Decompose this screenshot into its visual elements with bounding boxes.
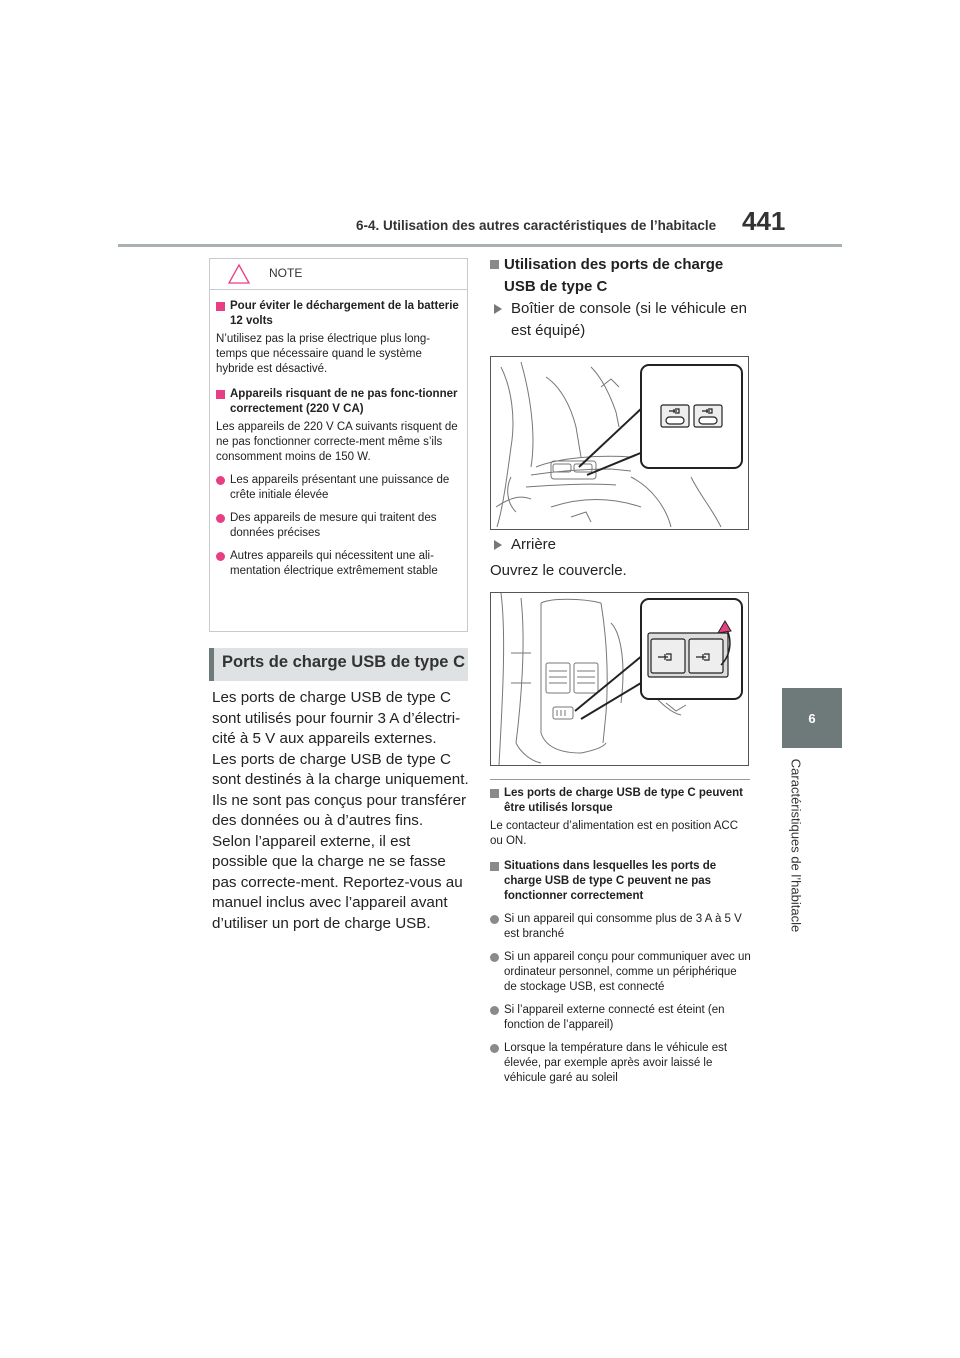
console-usb-drawing (491, 357, 748, 529)
chapter-tab-label (782, 752, 810, 942)
list-item: Des appareils de mesure qui traitent des données précises (216, 511, 461, 541)
list-item: Si l’appareil externe connecté est éteint (en fonction de l’appareil) (490, 1003, 752, 1033)
running-header-title: 6-4. Utilisation des autres caractéristiques de l’habitacle (356, 218, 717, 233)
rear-usb-drawing (491, 593, 748, 765)
rear-instruction: Ouvrez le couvercle. (490, 562, 627, 579)
section-body (212, 688, 470, 934)
section-heading: Ports de charge USB de type C (209, 648, 468, 681)
warning-triangle-icon (227, 263, 251, 285)
square-bullet-icon (216, 302, 225, 311)
chapter-title: Caractéristiques de l’habitacle (788, 758, 804, 933)
triangle-bullet-icon (494, 540, 502, 550)
divider (490, 779, 750, 780)
list-item: Autres appareils qui nécessitent une ali-mentation électrique extrêmement stable (216, 549, 461, 579)
square-bullet-icon (216, 390, 225, 399)
note-section-heading: Pour éviter le déchargement de la batterie 12 volts (216, 299, 461, 329)
console-usb-illustration (490, 356, 749, 530)
note-section-text: Les appareils de 220 V CA suivants risquent de ne pas fonctionner correcte-ment même s’ils consomment moins de 150 W. (216, 421, 458, 463)
console-label: Boîtier de console (si le véhicule en est équipé) (492, 298, 750, 342)
note-section-text: N’utilisez pas la prise électrique plus long-temps que nécessaire quand le système hybride est désactivé. (216, 333, 431, 375)
paragraph: Les ports de charge USB de type C sont utilisés pour fournir 3 A d’électri-cité à 5 V aux appareils externes. (212, 689, 461, 747)
circle-bullet-icon (216, 552, 225, 561)
rear-label: Arrière (492, 534, 750, 556)
note-header (210, 259, 467, 290)
circle-bullet-icon (216, 514, 225, 523)
circle-bullet-icon (490, 915, 499, 924)
list-item: Si un appareil conçu pour communiquer avec un ordinateur personnel, comme un périphérique de stockage USB, est connecté (490, 950, 752, 995)
info-heading: Les ports de charge USB de type C peuvent être utilisés lorsque (490, 786, 752, 816)
circle-bullet-icon (490, 1044, 499, 1053)
circle-bullet-icon (216, 476, 225, 485)
header-divider (118, 244, 842, 247)
info-section (490, 786, 752, 1086)
paragraph: Les ports de charge USB de type C sont destinés à la charge uniquement. Ils ne sont pas conçus pour transférer des données ou à d’autres fins. (212, 750, 469, 829)
circle-bullet-icon (490, 953, 499, 962)
info-text: Le contacteur d’alimentation est en position ACC ou ON. (490, 820, 739, 847)
list-item: Si un appareil qui consomme plus de 3 A à 5 V est branché (490, 912, 752, 942)
paragraph: Selon l’appareil externe, il est possible que la charge ne se fasse pas correcte-ment. Reportez-vous au manuel inclus avec l’appareil avant d’utiliser un port de charge USB. (212, 832, 463, 932)
square-bullet-icon (490, 789, 499, 798)
chapter-tab (782, 688, 842, 748)
square-bullet-icon (490, 862, 499, 871)
circle-bullet-icon (490, 1006, 499, 1015)
note-section-heading: Appareils risquant de ne pas fonc-tionner correctement (220 V CA) (216, 387, 461, 417)
list-item: Les appareils présentant une puissance de crête initiale élevée (216, 473, 461, 503)
chapter-number: 6 (808, 710, 816, 726)
rear-usb-illustration (490, 592, 749, 766)
list-item: Lorsque la température dans le véhicule est élevée, par exemple après avoir laissé le véhicule garé au soleil (490, 1041, 752, 1086)
info-heading: Situations dans lesquelles les ports de charge USB de type C peuvent ne pas fonctionner correctement (490, 859, 752, 904)
note-title: NOTE (269, 266, 303, 280)
square-bullet-icon (490, 260, 499, 269)
subsection-heading: Utilisation des ports de charge USB de type C (490, 254, 750, 298)
page-number: 441 (742, 206, 786, 236)
note-box (209, 258, 468, 632)
triangle-bullet-icon (494, 304, 502, 314)
